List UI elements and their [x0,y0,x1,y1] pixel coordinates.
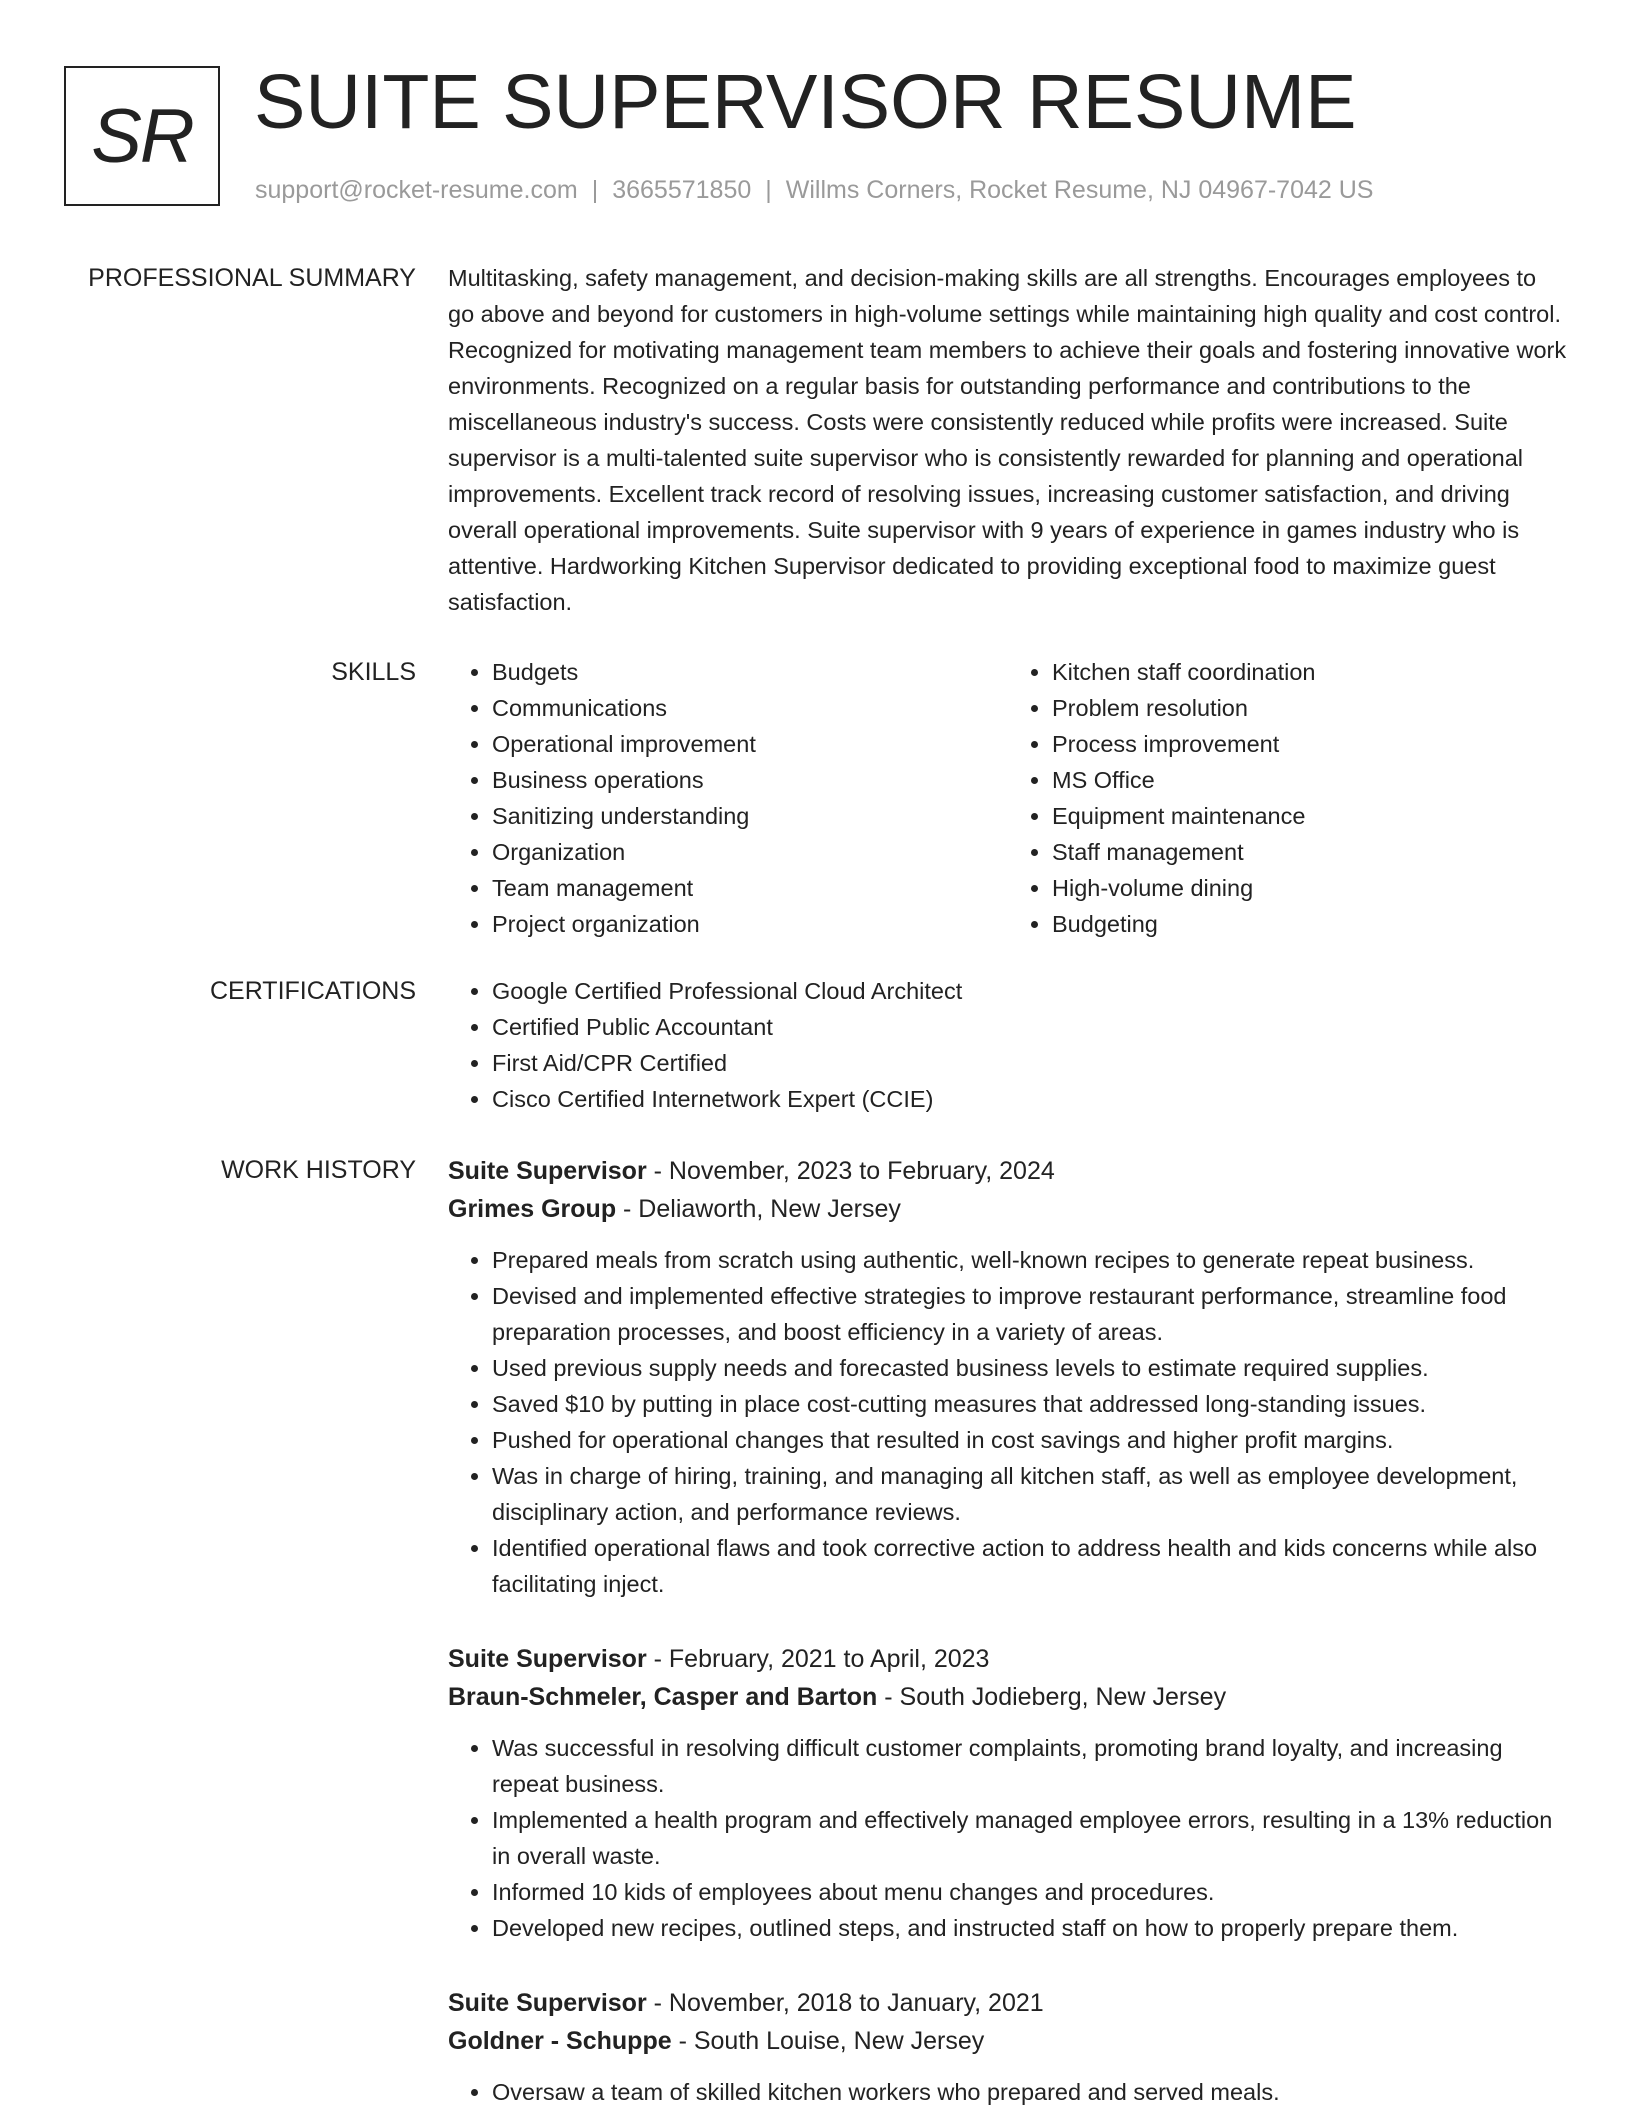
job-dates: - February, 2021 to April, 2023 [646,1645,990,1673]
certifications-body [448,973,1568,1117]
job-duty: • Developed new recipes, outlined steps, and instructed staff on how to properly prepare them. [492,1910,1568,1946]
job-title: Suite Supervisor [448,1989,647,2017]
summary-heading: PROFESSIONAL SUMMARY [88,264,416,292]
skill-item: • MS Office [1052,762,1568,798]
skill-item: • Budgets [492,654,1008,690]
job-title-line [448,1640,1568,1678]
skill-item: • Team management [492,870,1008,906]
job-duty: • Was successful in resolving difficult customer complaints, promoting brand loyalty, and increasing repeat business. [492,1730,1568,1802]
contact-line [255,174,1373,206]
skill-item: • Project organization [492,906,1008,942]
job-location: - Deliaworth, New Jersey [616,1195,901,1223]
contact-email[interactable]: support@rocket-resume.com [255,176,578,204]
job-duties-list [448,1730,1568,1946]
skill-item: • Kitchen staff coordination [1052,654,1568,690]
skill-item: • Communications [492,690,1008,726]
contact-separator: | [591,176,599,204]
skills-heading: SKILLS [331,658,416,686]
job-duty: • Prepared meals from scratch using authentic, well-known recipes to generate repeat business. [492,1242,1568,1278]
skill-item: • Process improvement [1052,726,1568,762]
job-duty: • Implemented a health program and effectively managed employee errors, resulting in a 13% reduction in overall waste. [492,1802,1568,1874]
job-duty: • Pushed for operational changes that resulted in cost savings and higher profit margins. [492,1422,1568,1458]
contact-address: Willms Corners, Rocket Resume, NJ 04967-7042 US [785,176,1374,204]
work-history-heading: WORK HISTORY [221,1156,416,1184]
job-company-line [448,1678,1568,1716]
job-duty: • Used previous supply needs and forecasted business levels to estimate required supplies. [492,1350,1568,1386]
contact-phone[interactable]: 3665571850 [612,176,752,204]
resume-title: SUITE SUPERVISOR RESUME [254,59,1357,145]
skill-item: • Business operations [492,762,1008,798]
job-entry [448,1984,1568,2110]
job-company: Goldner - Schuppe [448,2027,672,2055]
skill-item: • Equipment maintenance [1052,798,1568,834]
job-duty: • Identified operational flaws and took corrective action to address health and kids concerns while also facilitating inject. [492,1530,1568,1602]
job-location: - South Louise, New Jersey [671,2027,985,2055]
certification-item: • Certified Public Accountant [492,1009,1568,1045]
skills-body [448,654,1568,942]
job-title: Suite Supervisor [448,1157,647,1185]
job-dates: - November, 2018 to January, 2021 [646,1989,1044,2017]
skill-item: • Sanitizing understanding [492,798,1008,834]
summary-text: Multitasking, safety management, and decision-making skills are all strengths. Encourages employees to go above and beyond for customers in high-volume settings while maintaining high quality and cost control. Recognized for motivating management team members to achieve their goals and fostering innovative work environments. Recognized on a regular basis for outstanding performance and contributions to the miscellaneous industry's success. Costs were consistently reduced while profits were increased. Suite supervisor is a multi-talented suite supervisor who is consistently rewarded for planning and operational improvements. Excellent track record of resolving issues, increasing customer satisfaction, and driving overall operational improvements. Suite supervisor with 9 years of experience in games industry who is attentive. Hardworking Kitchen Supervisor dedicated to providing exceptional food to maximize guest satisfaction. [448,265,1567,615]
certification-item: • Google Certified Professional Cloud Architect [492,973,1568,1009]
job-duty: • Was in charge of hiring, training, and managing all kitchen staff, as well as employee development, disciplinary action, and performance reviews. [492,1458,1568,1530]
skill-item: • Staff management [1052,834,1568,870]
job-title: Suite Supervisor [448,1645,647,1673]
skill-item: • High-volume dining [1052,870,1568,906]
job-entry [448,1640,1568,1946]
job-company-line [448,2022,1568,2060]
skills-list-right [1008,654,1568,942]
job-entry [448,1152,1568,1602]
job-duty: • Saved $10 by putting in place cost-cutting measures that addressed long-standing issues. [492,1386,1568,1422]
work-history-body [448,1152,1568,2112]
job-company: Grimes Group [448,1195,617,1223]
skills-grid [448,654,1568,942]
job-title-line [448,1152,1568,1190]
certifications-list [448,973,1568,1117]
job-duties-list [448,1242,1568,1602]
job-company: Braun-Schmeler, Casper and Barton [448,1683,878,1711]
certification-item: • First Aid/CPR Certified [492,1045,1568,1081]
job-location: - South Jodieberg, New Jersey [877,1683,1227,1711]
skill-item: • Problem resolution [1052,690,1568,726]
skills-list-left [448,654,1008,942]
summary-body [448,260,1568,620]
job-duty: • Devised and implemented effective strategies to improve restaurant performance, streamline food preparation processes, and boost efficiency in a variety of areas. [492,1278,1568,1350]
skill-item: • Budgeting [1052,906,1568,942]
contact-separator: | [765,176,772,204]
job-duty: • Oversaw a team of skilled kitchen workers who prepared and served meals. [492,2074,1568,2110]
job-dates: - November, 2023 to February, 2024 [646,1157,1055,1185]
certifications-heading: CERTIFICATIONS [209,977,416,1005]
job-title-line [448,1984,1568,2022]
skill-item: • Organization [492,834,1008,870]
job-duties-list [448,2074,1568,2110]
monogram-initials: SR [91,93,193,179]
monogram-box [64,66,220,206]
job-company-line [448,1190,1568,1228]
job-duty: • Informed 10 kids of employees about menu changes and procedures. [492,1874,1568,1910]
skill-item: • Operational improvement [492,726,1008,762]
certification-item: • Cisco Certified Internetwork Expert (CCIE) [492,1081,1568,1117]
